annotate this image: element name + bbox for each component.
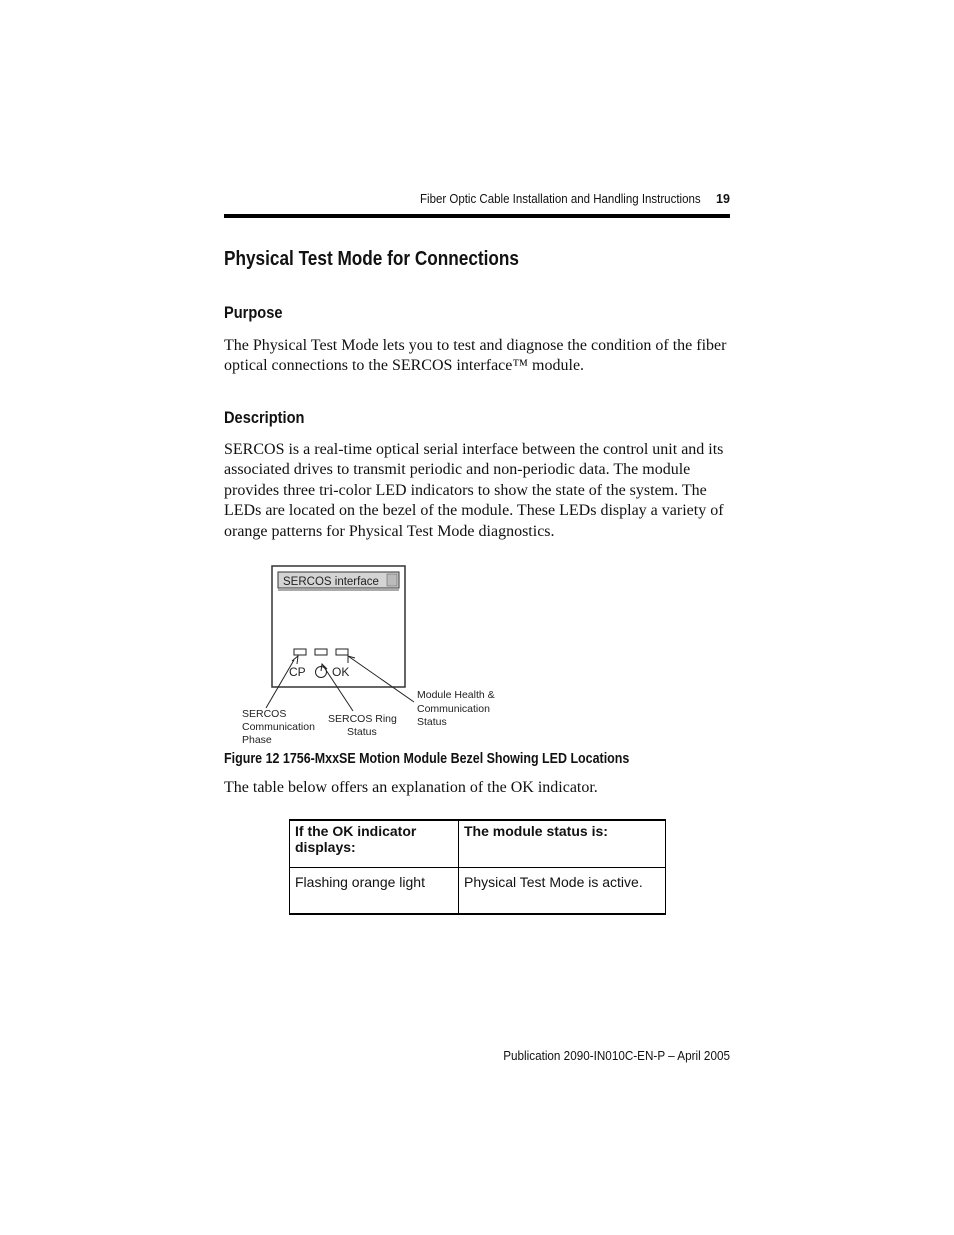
- table-header-row: [290, 820, 666, 868]
- table-header-status: The module status is:: [459, 820, 666, 868]
- purpose-text: The Physical Test Mode lets you to test and diagnose the condition of the fiber optical connections to the SERCOS interface™ module.: [224, 337, 727, 375]
- callout-comm-phase: SERCOS Communication Phase: [242, 708, 315, 746]
- header-rule: [224, 214, 730, 218]
- table-cell-indicator: Flashing orange light: [290, 868, 459, 915]
- section-title: Physical Test Mode for Connections: [224, 248, 520, 270]
- table-header-indicator: If the OK indicator displays:: [290, 820, 459, 868]
- table-row: [290, 868, 666, 915]
- figure-caption: Figure 12 1756-MxxSE Motion Module Bezel Showing LED Locations: [224, 751, 630, 767]
- description-heading: Description: [224, 408, 305, 427]
- callout-module-health: Module Health & Communication Status: [417, 689, 495, 728]
- description-text: SERCOS is a real-time optical serial interface between the control unit and its associated drives to transmit periodic and non-periodic data. The module provides three tri-color LED indicators to show the state of the system. The LEDs are located on the bezel of the module. These LEDs display a variety of orange patterns for Physical Test Mode diagnostics.: [224, 441, 724, 540]
- table-intro: The table below offers an explanation of the OK indicator.: [224, 779, 598, 796]
- bezel-title: SERCOS interface: [283, 576, 379, 588]
- bezel-figure: [236, 560, 516, 750]
- page-number: 19: [716, 192, 730, 206]
- ok-indicator-table: [289, 819, 666, 915]
- led-ring: [315, 649, 327, 655]
- led-label-ok: OK: [332, 665, 350, 679]
- running-header: Fiber Optic Cable Installation and Handling Instructions: [420, 192, 701, 206]
- callout-ring-status: SERCOS Ring Status: [328, 713, 397, 738]
- purpose-heading: Purpose: [224, 303, 283, 322]
- publication-footer: Publication 2090-IN010C-EN-P – April 2005: [503, 1048, 730, 1063]
- title-bar-corner: [387, 574, 397, 586]
- led-cp: [294, 649, 306, 655]
- led-label-cp: CP: [289, 665, 306, 679]
- table-cell-status: Physical Test Mode is active.: [459, 868, 666, 915]
- led-ok: [336, 649, 348, 655]
